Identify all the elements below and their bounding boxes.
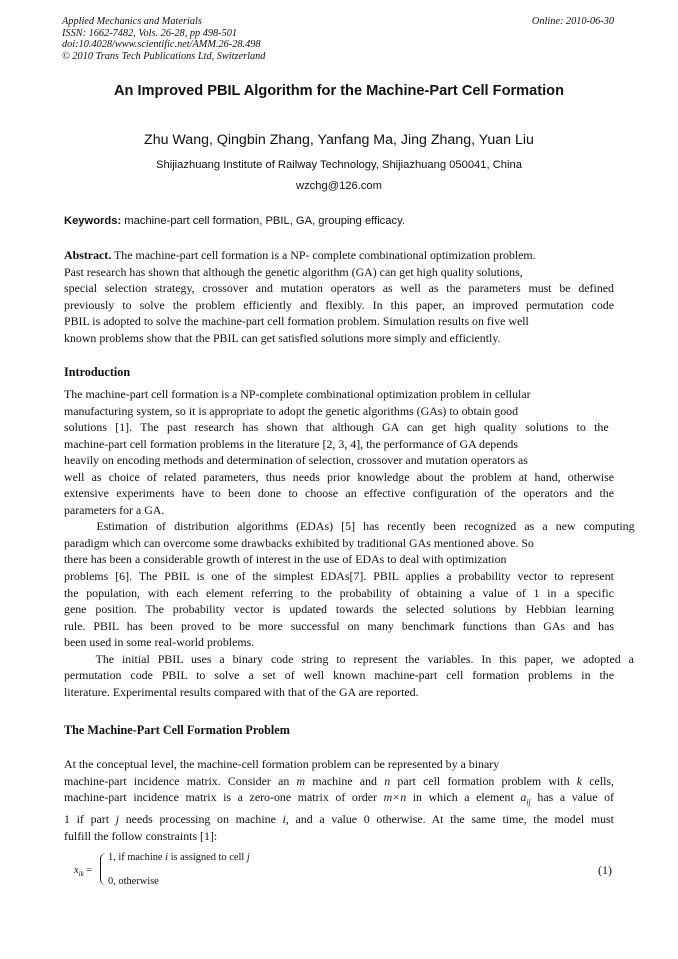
intro-line: been used in some real-world problems. <box>64 635 255 650</box>
intro-line: Estimation of distribution algorithms (EDAs) [5] has recently been recognized as a new computing <box>64 519 635 534</box>
abstract-line: Past research has shown that although the genetic algorithm (GA) can get high quality solutions, <box>64 264 523 279</box>
intro-line: gene position. The probability vector is updated towards the selected solutions by Hebbian learning <box>64 602 614 617</box>
intro-line: The machine-part cell formation is a NP-complete combinational optimization problem in cellular <box>64 387 531 401</box>
equation-case-2: 0, otherwise <box>108 876 159 887</box>
problem-heading: The Machine-Part Cell Formation Problem <box>64 723 290 737</box>
intro-line: parameters for a GA. <box>64 502 165 517</box>
journal-issn: ISSN: 1662-7482, Vols. 26-28, pp 498-501 <box>62 27 238 39</box>
journal-header <box>62 16 422 62</box>
problem-line: 1 if part j needs processing on machine i, and a value 0 otherwise. At the same time, the model must <box>64 812 614 827</box>
intro-line: solutions [1]. The past research has shown that although GA can get high quality solutions to the <box>64 420 609 435</box>
abstract-line: PBIL is adopted to solve the machine-part cell formation problem. Simulation results on five well <box>64 314 529 329</box>
intro-line: permutation code PBIL to solve a set of well known machine-part cell formation problems in the <box>64 668 614 683</box>
intro-line: well as choice of related parameters, thus needs prior knowledge about the problem at hand, otherwise <box>64 469 614 484</box>
keywords-text: machine-part cell formation, PBIL, GA, grouping efficacy. <box>121 215 405 227</box>
paper-title: An Improved PBIL Algorithm for the Machine-Part Cell Formation <box>113 83 564 99</box>
equation-1 <box>74 852 614 894</box>
intro-line: extensive experiments have to been done to choose an effective configuration of the operators and the <box>64 486 614 501</box>
equation-case-1: 1, if machine i is assigned to cell j <box>108 852 250 863</box>
keywords-label: Keywords: <box>64 215 122 227</box>
intro-line: there has been a considerable growth of interest in the use of EDAs to deal with optimization <box>64 552 507 567</box>
introduction-body <box>64 386 635 700</box>
problem-line: machine-part incidence matrix. Consider an m machine and n part cell formation problem with k cells, <box>64 773 614 788</box>
abstract-line: previously to solve the problem efficiently and flexibly. In this paper, an improved permutation code <box>64 297 614 312</box>
abstract-line: special selection strategy, crossover and mutation operators as well as the parameters must be defined <box>64 281 614 296</box>
author-email: wzchg@126.com <box>296 180 382 192</box>
intro-line: the population, with each element referring to the probability of obtaining a value of 1 in a specific <box>64 585 614 600</box>
intro-line: The initial PBIL uses a binary code string to represent the variables. In this paper, we adopted a <box>64 651 634 666</box>
problem-line: fulfill the follow constraints [1]: <box>64 828 218 843</box>
journal-name: Applied Mechanics and Materials <box>62 16 202 27</box>
journal-copyright: © 2010 Trans Tech Publications Ltd, Switzerland <box>62 50 266 62</box>
intro-line: heavily on encoding methods and determination of selection, crossover and mutation operators as <box>64 453 528 468</box>
equation-lhs: $x_{ik}$ = <box>74 865 93 879</box>
online-date: Online: 2010-06-30 <box>531 16 614 27</box>
abstract-line: Abstract. The machine-part cell formation is a NP- complete combinational optimization problem. <box>64 248 536 262</box>
problem-body <box>64 756 614 844</box>
paper-affiliation: Shijiazhuang Institute of Railway Technology, Shijiazhuang 050041, China <box>156 159 522 171</box>
intro-line: rule. PBIL has been proved to be more successful on many benchmark functions than GAs and has <box>64 618 614 633</box>
paper-authors: Zhu Wang, Qingbin Zhang, Yanfang Ma, Jing Zhang, Yuan Liu <box>144 132 534 148</box>
abstract-label: Abstract. <box>64 248 112 262</box>
journal-doi: doi:10.4028/www.scientific.net/AMM.26-28.498 <box>62 39 261 51</box>
intro-line: machine-part cell formation problems in the literature [2, 3, 4], the performance of GA depends <box>64 436 518 451</box>
equation-number: (1) <box>598 863 612 877</box>
problem-line: machine-part incidence matrix is a zero-one matrix of order m×n in which a element $a_{ij}$ has a value of <box>64 790 614 807</box>
abstract-line: known problems show that the PBIL can get satisfied solutions more simply and efficiently. <box>64 330 501 345</box>
problem-line: At the conceptual level, the machine-cell formation problem can be represented by a binary <box>64 757 500 771</box>
abstract-paragraph <box>64 247 614 346</box>
intro-line: literature. Experimental results compared with that of the GA are reported. <box>64 684 419 699</box>
intro-line: manufacturing system, so it is appropriate to adopt the genetic algorithms (GAs) to obtain good <box>64 403 519 418</box>
introduction-heading: Introduction <box>64 365 131 379</box>
equation-brace <box>100 853 107 885</box>
keywords <box>64 215 616 227</box>
intro-line: paradigm which can overcome some drawbacks exhibited by traditional GAs mentioned above. So <box>64 535 534 550</box>
intro-line: problems [6]. The PBIL is one of the simplest EDAs[7]. PBIL applies a probability vector to represent <box>64 569 614 584</box>
